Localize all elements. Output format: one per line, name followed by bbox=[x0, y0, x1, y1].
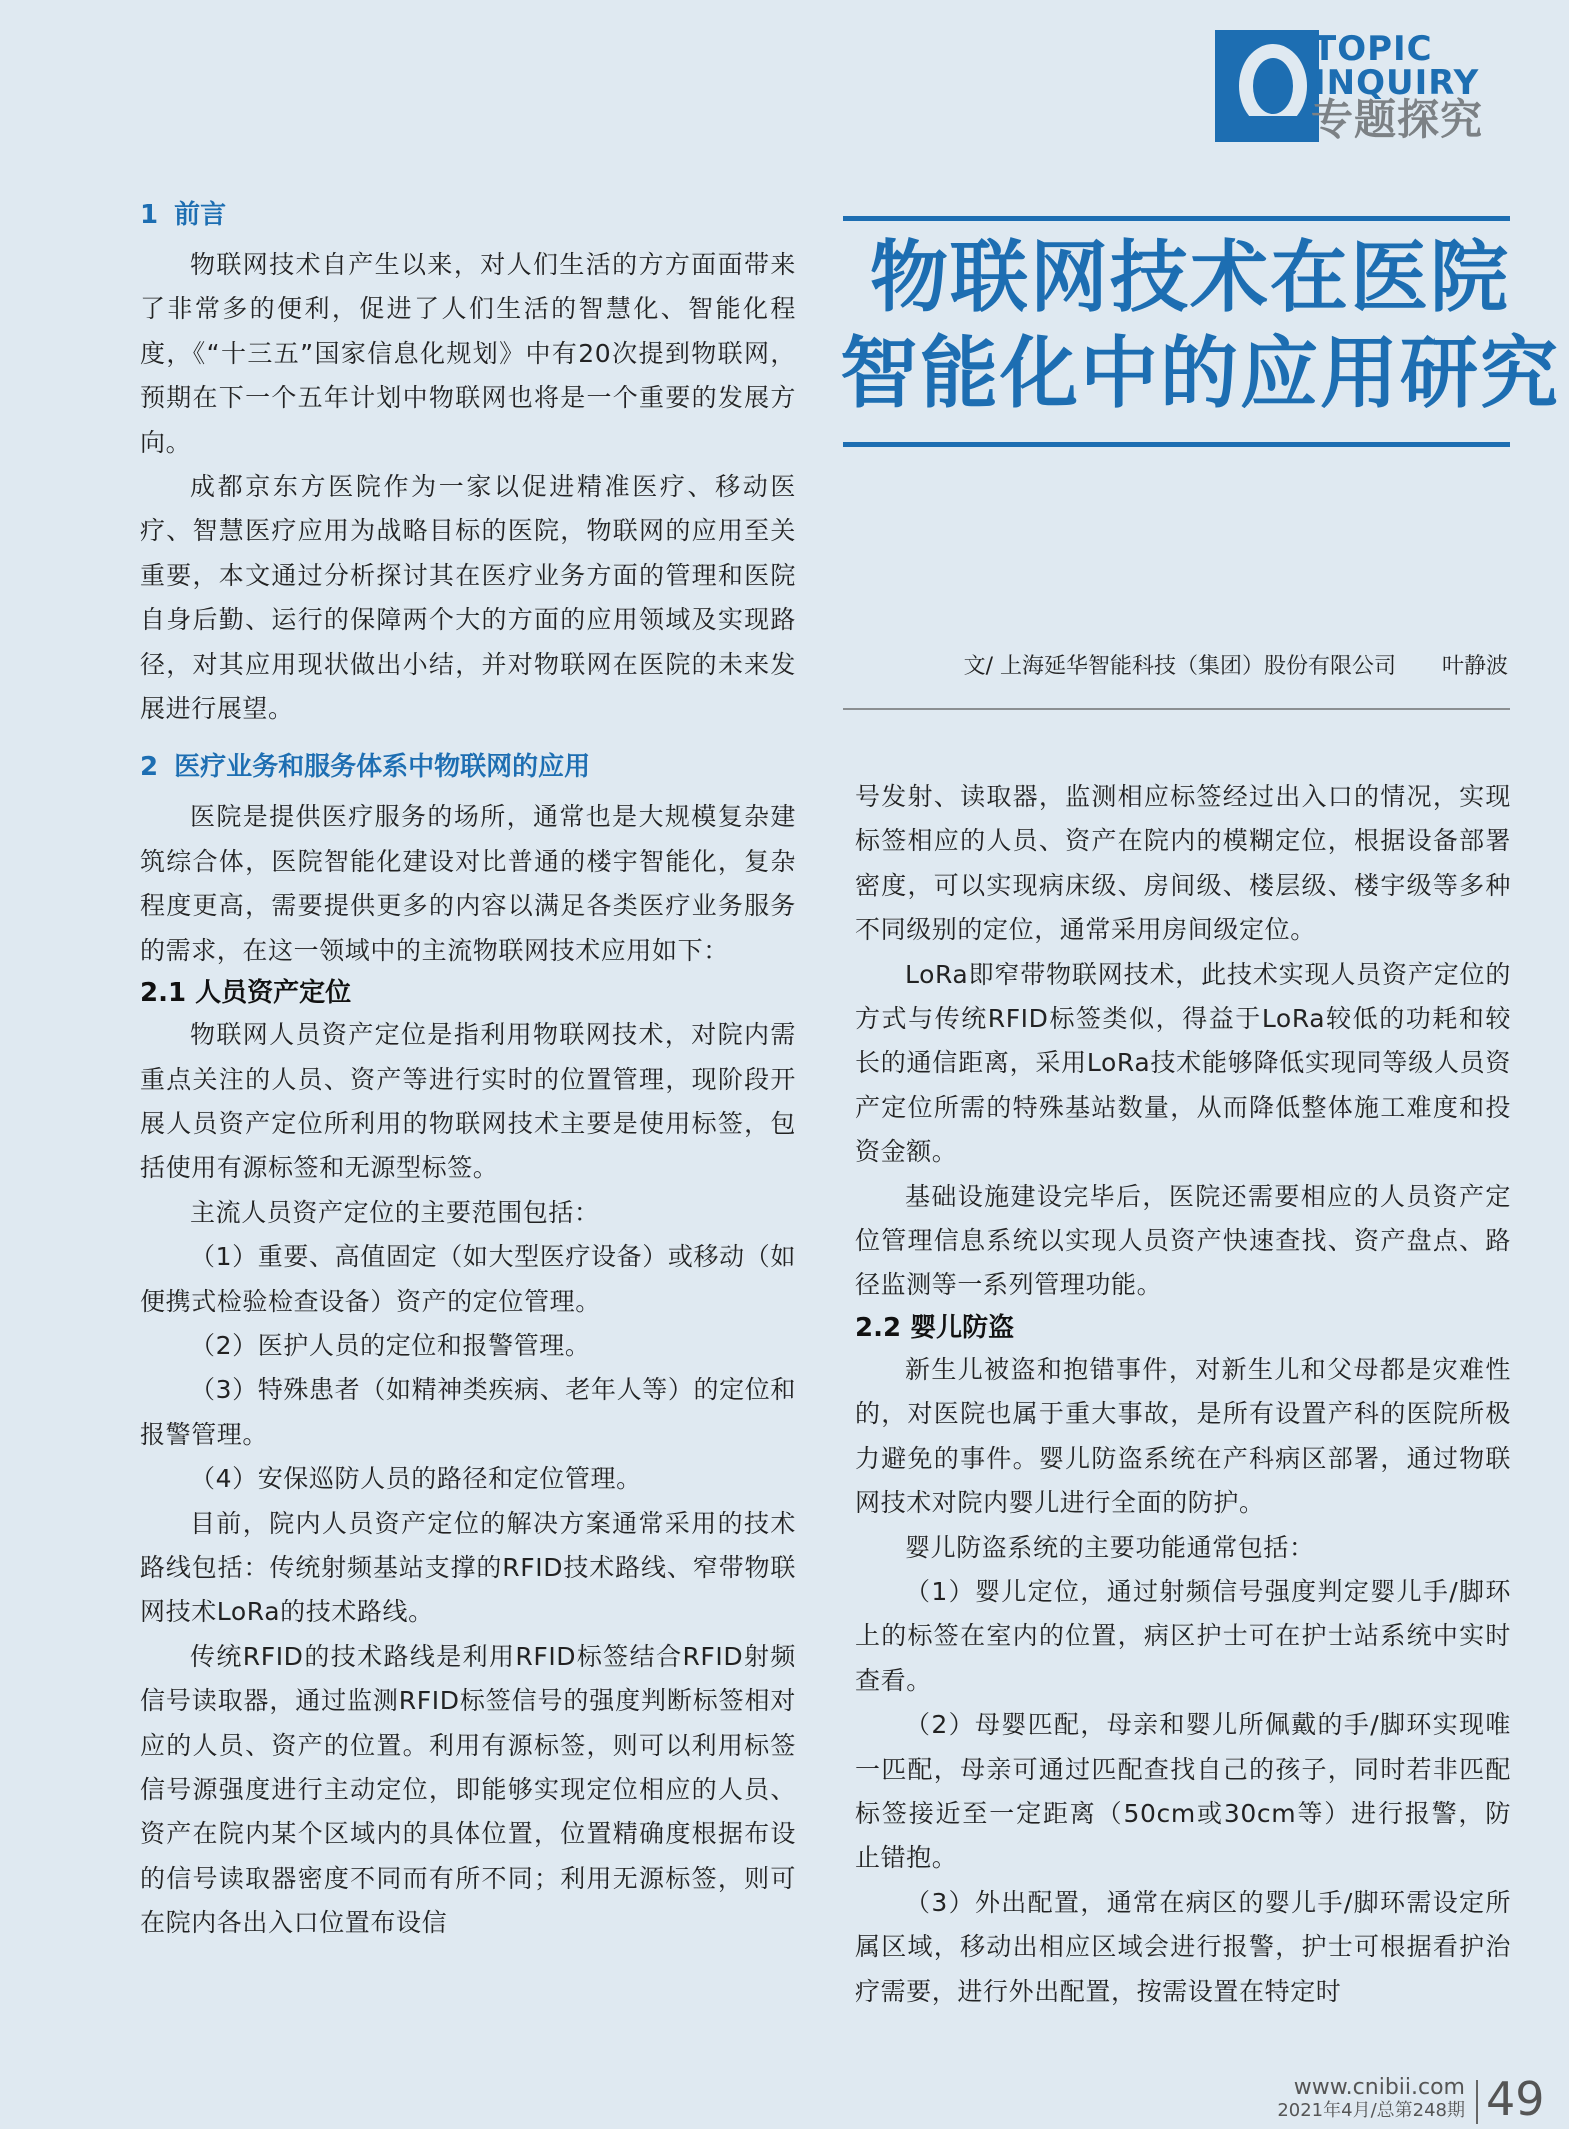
byline bbox=[840, 652, 1508, 682]
section-1-title: 前言 bbox=[174, 200, 227, 230]
title-bottom-rule bbox=[843, 442, 1510, 447]
paragraph: 医院是提供医疗服务的场所，通常也是大规模复杂建筑综合体，医院智能化建设对比普通的楼宇智能化，复杂程度更高，需要提供更多的内容以满足各类医疗业务服务的需求，在这一领域中的主流物联网技术应用如下： bbox=[140, 802, 796, 965]
footer-divider bbox=[1476, 2080, 1478, 2124]
subsection-2-1-heading: 2.1 人员资产定位 bbox=[140, 978, 352, 1009]
byline-rule bbox=[843, 708, 1510, 710]
paragraph: 物联网人员资产定位是指利用物联网技术，对院内需重点关注的人员、资产等进行实时的位置管理，现阶段开展人员资产定位所利用的物联网技术主要是使用标签，包括使用有源标签和无源型标签。 bbox=[140, 1020, 796, 1183]
logo-inquiry-text: INQUIRY bbox=[1313, 63, 1480, 103]
paragraph: 物联网技术自产生以来，对人们生活的方方面面带来了非常多的便利，促进了人们生活的智慧化、智能化程度，《“十三五”国家信息化规划》中有20次提到物联网，预期在下一个五年计划中物联网也将是一个重要的发展方向。 bbox=[140, 250, 796, 457]
list-item: （1）重要、高值固定（如大型医疗设备）或移动（如便携式检验检查设备）资产的定位管理。 bbox=[140, 1242, 796, 1316]
left-column bbox=[140, 195, 796, 1946]
paragraph: LoRa即窄带物联网技术，此技术实现人员资产定位的方式与传统RFID标签类似，得益于LoRa较低的功耗和较长的通信距离，采用LoRa技术能够降低实现同等级人员资产定位所需的特殊基站数量，从而降低整体施工难度和投资金额。 bbox=[855, 959, 1511, 1167]
paragraph: 主流人员资产定位的主要范围包括： bbox=[190, 1197, 600, 1227]
list-item: （4）安保巡防人员的路径和定位管理。 bbox=[190, 1464, 642, 1494]
section-2-title: 医疗业务和服务体系中物联网的应用 bbox=[174, 752, 591, 783]
title-line-2: 智能化中的应用研究 bbox=[840, 329, 1561, 419]
right-column bbox=[855, 775, 1511, 2014]
title-top-rule bbox=[843, 216, 1510, 221]
paragraph: 基础设施建设完毕后，医院还需要相应的人员资产定位管理信息系统以实现人员资产快速查找、资产盘点、路径监测等一系列管理功能。 bbox=[855, 1181, 1511, 1300]
subsection-2-2-heading: 2.2 婴儿防盗 bbox=[855, 1312, 1015, 1343]
paragraph: 传统RFID的技术路线是利用RFID标签结合RFID射频信号读取器，通过监测RFID标签信号的强度判断标签相对应的人员、资产的位置。利用有源标签，则可以利用标签信号源强度进行主动定位，即能够实现定位相应的人员、资产在院内某个区域内的具体位置，位置精确度根据布设的信号读取器密度不同而有所不同；利用无源标签，则可在院内各出入口位置布设信 bbox=[140, 1641, 796, 1938]
list-item: （3）特殊患者（如精神类疾病、老年人等）的定位和报警管理。 bbox=[140, 1375, 796, 1449]
article-title bbox=[840, 230, 1561, 422]
section-1-number: 1 bbox=[140, 200, 159, 230]
logo-chinese-text: 专题探究 bbox=[1311, 95, 1484, 144]
byline-author: 叶静波 bbox=[1441, 654, 1508, 679]
paragraph: 目前，院内人员资产定位的解决方案通常采用的技术路线包括：传统射频基站支撑的RFID技术路线、窄带物联网技术LoRa的技术路线。 bbox=[140, 1508, 796, 1627]
q-logo-icon bbox=[1215, 30, 1319, 142]
paragraph: 成都京东方医院作为一家以促进精准医疗、移动医疗、智慧医疗应用为战略目标的医院，物联网的应用至关重要，本文通过分析探讨其在医疗业务方面的管理和医院自身后勤、运行的保障两个大的方面的应用领域及实现路径，对其应用现状做出小结，并对物联网在医院的未来发展进行展望。 bbox=[140, 472, 796, 724]
magazine-logo bbox=[1215, 30, 1510, 146]
section-2-number: 2 bbox=[140, 752, 159, 783]
list-item: （1）婴儿定位，通过射频信号强度判定婴儿手/脚环上的标签在室内的位置，病区护士可在护士站系统中实时查看。 bbox=[855, 1576, 1511, 1695]
byline-org: 文/ 上海延华智能科技（集团）股份有限公司 bbox=[963, 654, 1396, 679]
footer-issue: 2021年4月/总第248期 bbox=[1277, 2100, 1465, 2121]
list-item: （3）外出配置，通常在病区的婴儿手/脚环需设定所属区域，移动出相应区域会进行报警，护士可根据看护治疗需要，进行外出配置，按需设置在特定时 bbox=[855, 1887, 1511, 2006]
list-item: （2）医护人员的定位和报警管理。 bbox=[190, 1330, 591, 1360]
section-2-heading bbox=[140, 747, 796, 787]
paragraph: 新生儿被盗和抱错事件，对新生儿和父母都是灾难性的，对医院也属于重大事故，是所有设置产科的医院所极力避免的事件。婴儿防盗系统在产科病区部署，通过物联网技术对院内婴儿进行全面的防护。 bbox=[855, 1354, 1511, 1518]
title-line-1: 物联网技术在医院 bbox=[869, 233, 1510, 323]
logo-topic-text: TOPIC bbox=[1313, 29, 1433, 69]
paragraph: 婴儿防盗系统的主要功能通常包括： bbox=[905, 1532, 1315, 1562]
page-number: 49 bbox=[1486, 2072, 1545, 2126]
section-1-heading bbox=[140, 195, 796, 235]
paragraph-continued: 号发射、读取器，监测相应标签经过出入口的情况，实现标签相应的人员、资产在院内的模糊定位，根据设备部署密度，可以实现病床级、房间级、楼层级、楼宇级等多种不同级别的定位，通常采用房间级定位。 bbox=[855, 782, 1511, 945]
footer-url: www.cnibii.com bbox=[1293, 2075, 1465, 2100]
list-item: （2）母婴匹配，母亲和婴儿所佩戴的手/脚环实现唯一匹配，母亲可通过匹配查找自己的孩子，同时若非匹配标签接近至一定距离（50cm或30cm等）进行报警，防止错抱。 bbox=[855, 1710, 1511, 1873]
